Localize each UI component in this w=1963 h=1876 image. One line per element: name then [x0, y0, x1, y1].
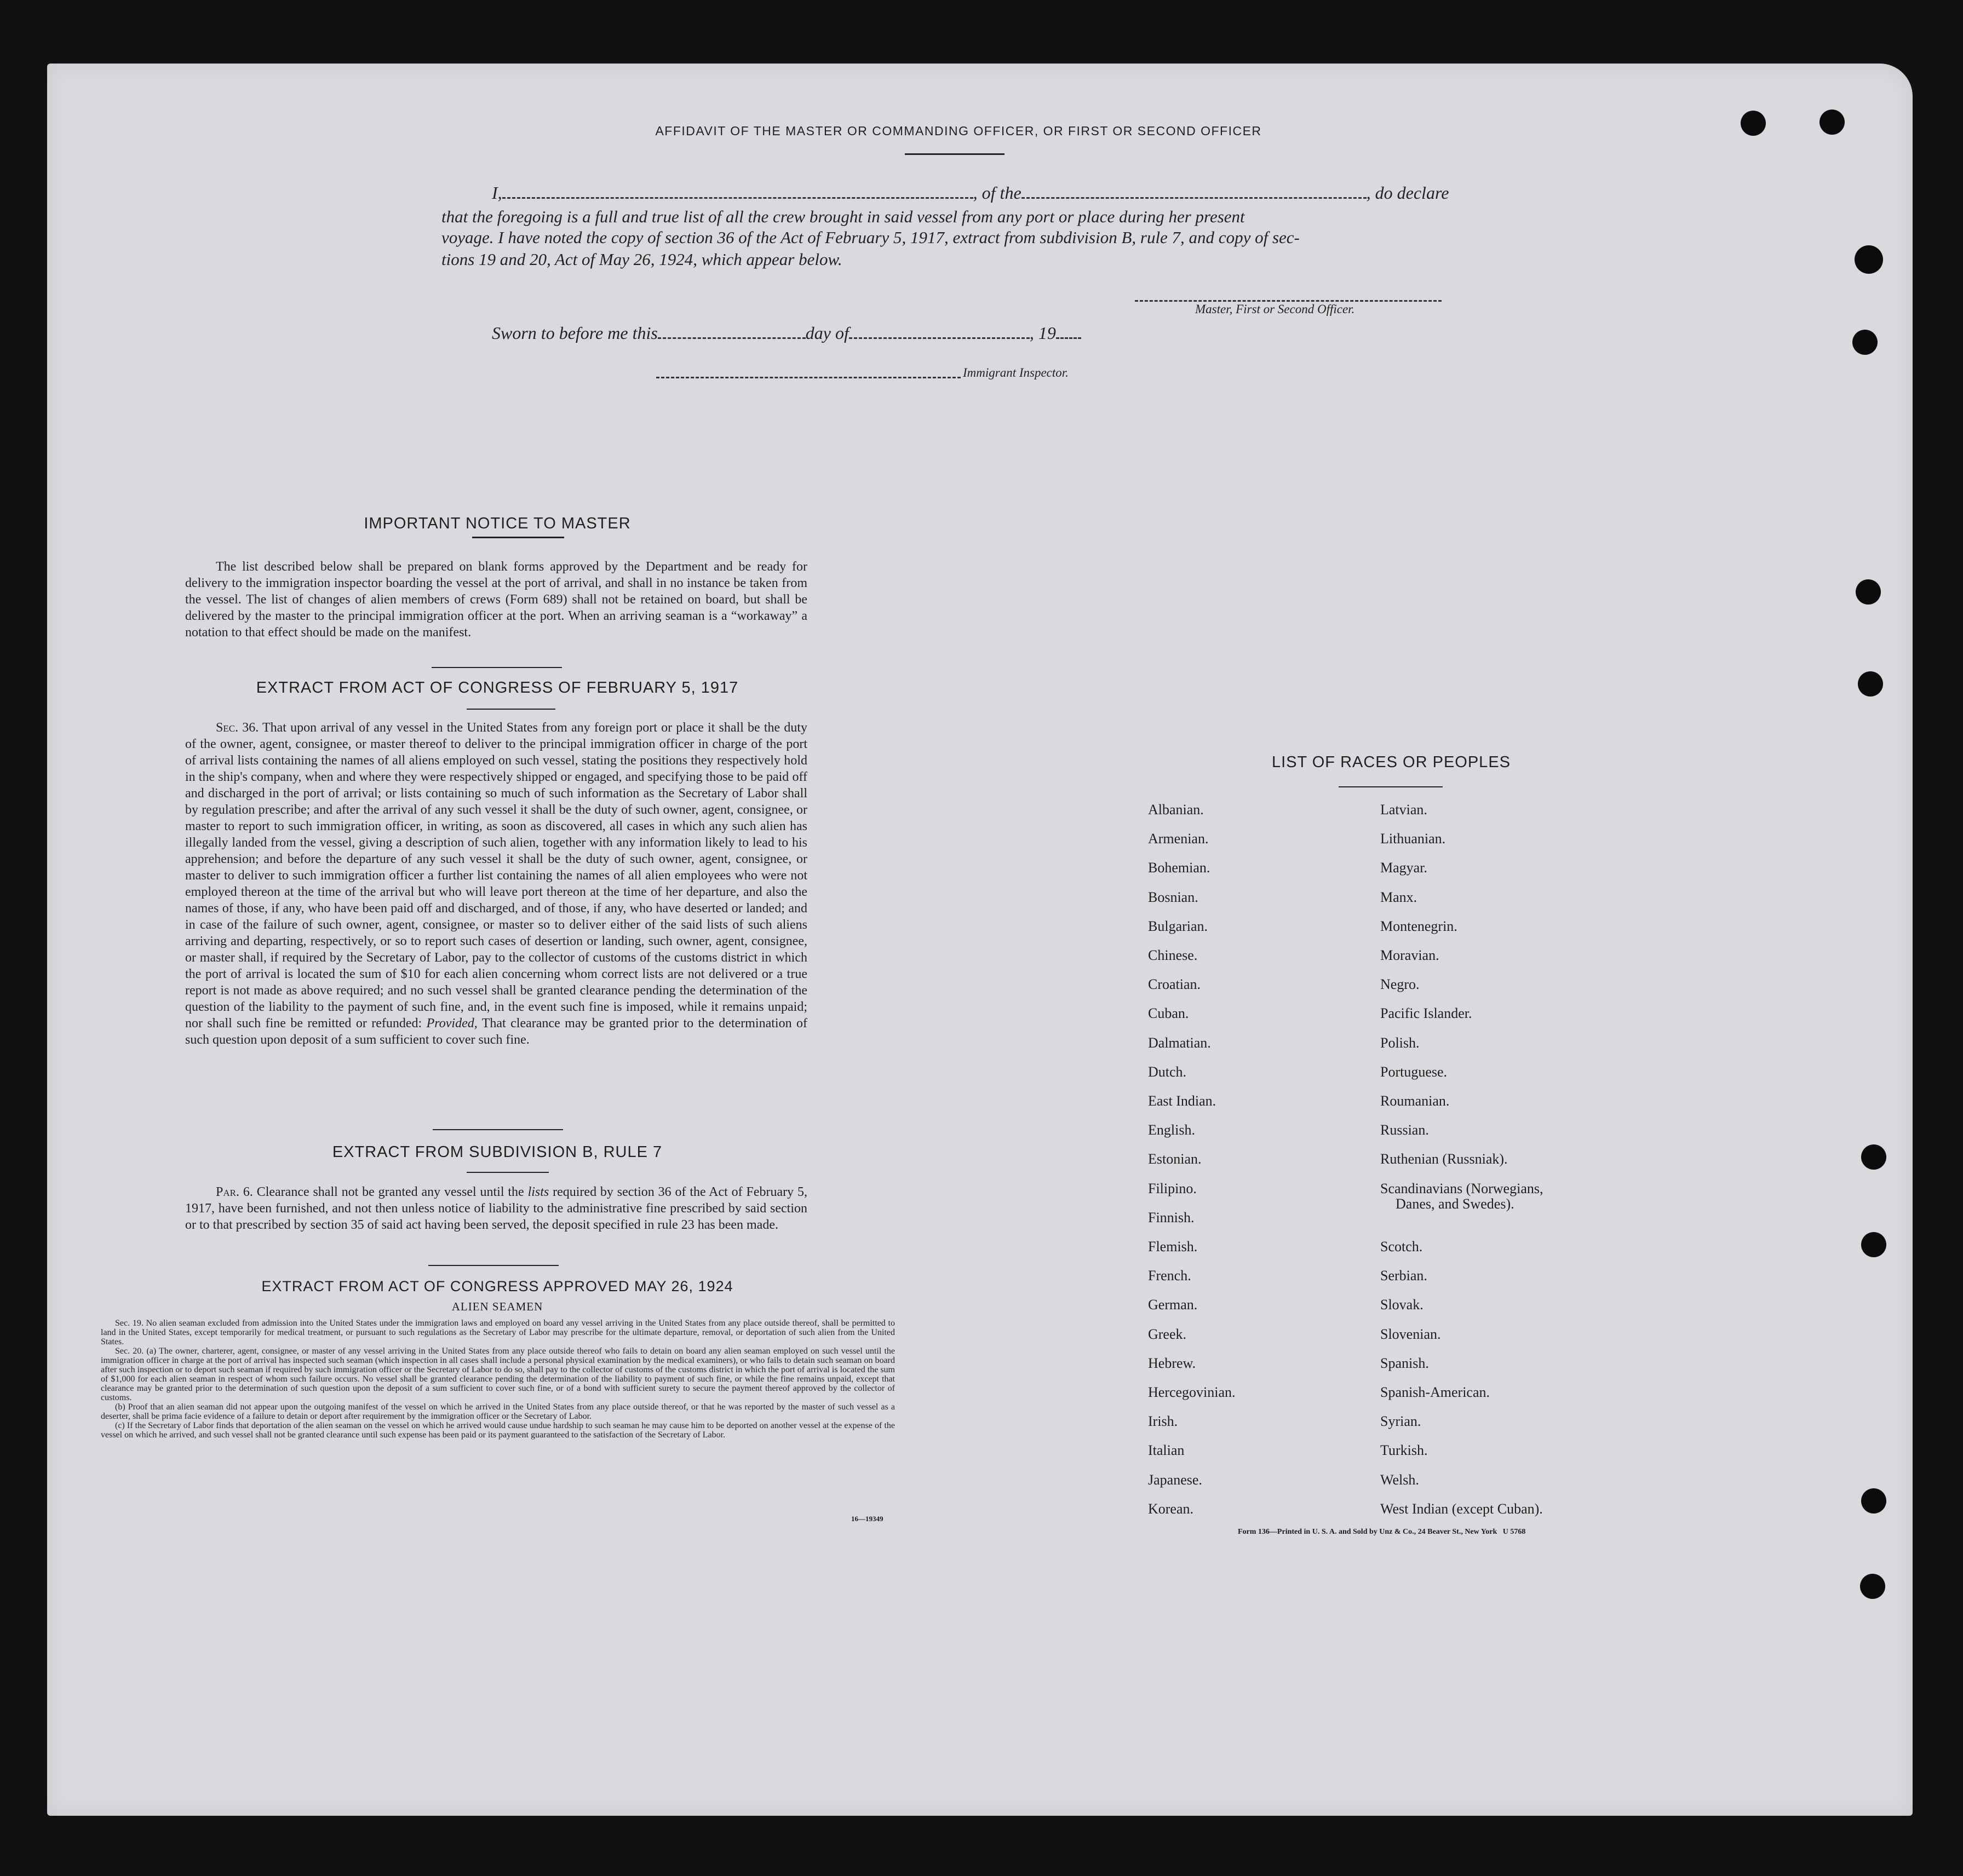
inspector-caption: Immigrant Inspector. [963, 366, 1069, 379]
divider [467, 709, 555, 710]
race-item: Finnish. [1148, 1210, 1195, 1225]
divider [905, 153, 1005, 155]
affidavit-of-the: , of the [973, 183, 1021, 203]
race-item: Syrian. [1380, 1413, 1421, 1429]
name-blank[interactable] [502, 185, 973, 199]
sworn-line [492, 323, 1081, 343]
race-item: Negro. [1380, 976, 1420, 992]
binder-hole [1861, 1232, 1886, 1257]
race-item: Polish. [1380, 1035, 1420, 1051]
race-item: Cuban. [1148, 1005, 1189, 1021]
race-item: Portuguese. [1380, 1064, 1448, 1080]
rule-7-text-a: Clearance shall not be granted any vessel until the [256, 1185, 524, 1199]
race-item: Greek. [1148, 1326, 1187, 1342]
sworn-year: , 19 [1029, 323, 1056, 343]
notice-title: IMPORTANT NOTICE TO MASTER [364, 515, 631, 532]
race-item: Pacific Islander. [1380, 1005, 1472, 1021]
sworn-day: day of [805, 323, 849, 343]
affidavit-i: I, [492, 183, 502, 203]
affidavit-title: AFFIDAVIT OF THE MASTER OR COMMANDING OFFICER, OR FIRST OR SECOND OFFICER [655, 124, 1262, 138]
race-item: Hercegovinian. [1148, 1384, 1236, 1400]
affidavit-line-4: tions 19 and 20, Act of May 26, 1924, which appear below. [441, 250, 842, 269]
binder-hole [1819, 110, 1845, 135]
race-item: Irish. [1148, 1413, 1178, 1429]
signature-line[interactable] [1135, 300, 1442, 302]
race-item: East Indian. [1148, 1093, 1216, 1109]
race-item: Flemish. [1148, 1239, 1198, 1254]
race-item: Armenian. [1148, 831, 1209, 847]
race-item: Spanish. [1380, 1355, 1429, 1371]
race-item: Ruthenian (Russniak). [1380, 1151, 1508, 1167]
extract-1917-title: EXTRACT FROM ACT OF CONGRESS OF FEBRUARY 5, 1917 [256, 679, 739, 697]
sworn-prefix: Sworn to before me this [492, 323, 658, 343]
day-blank[interactable] [658, 325, 806, 339]
divider [433, 1129, 563, 1130]
binder-hole [1852, 330, 1878, 355]
race-item: Danes, and Swedes). [1396, 1196, 1514, 1212]
form-code: 16—19349 [851, 1515, 883, 1523]
race-item: Albanian. [1148, 802, 1204, 818]
race-item: Korean. [1148, 1501, 1194, 1517]
extract-1924-title: EXTRACT FROM ACT OF CONGRESS APPROVED MAY 26, 1924 [261, 1278, 733, 1294]
race-item: German. [1148, 1297, 1198, 1313]
race-item: Dalmatian. [1148, 1035, 1211, 1051]
race-item: Chinese. [1148, 947, 1198, 963]
sec-36-label: Sec. 36. [216, 721, 259, 735]
race-item: West Indian (except Cuban). [1380, 1501, 1543, 1517]
binder-hole [1855, 245, 1883, 274]
divider [432, 667, 562, 668]
signature-caption: Master, First or Second Officer. [1195, 302, 1355, 316]
affidavit-declare: , do declare [1366, 183, 1449, 203]
race-item: Manx. [1380, 889, 1417, 905]
race-item: Slovak. [1380, 1297, 1424, 1313]
race-item: Lithuanian. [1380, 831, 1446, 847]
vessel-blank[interactable] [1021, 185, 1367, 199]
provided-word: Provided, [426, 1016, 478, 1031]
race-item: Bosnian. [1148, 889, 1198, 905]
printer-footer: Form 136—Printed in U. S. A. and Sold by Unz & Co., 24 Beaver St., New York U 5768 [1238, 1528, 1526, 1536]
extract-1917-body [185, 720, 807, 1048]
binder-hole [1856, 579, 1881, 605]
binder-hole [1860, 1574, 1885, 1599]
binder-hole [1861, 1488, 1886, 1514]
rule-7-text-b: required by section 36 of the Act of February 5, 1917, have been furnished, and not then unless notice of liability to the administrative fine prescribed by said section or to that prescribed by section 35 of said act having been served, the deposit specified in rule 23 has been made. [185, 1185, 808, 1232]
rule-7-body [185, 1184, 807, 1233]
race-item: Croatian. [1148, 976, 1201, 992]
extract-1924-body [101, 1319, 895, 1440]
divider [472, 537, 564, 538]
sec-36-end: That clearance may be granted prior to the determination of such question upon deposit of a sum sufficient to cover such fine. [185, 1016, 807, 1047]
divider [467, 1172, 549, 1173]
race-item: English. [1148, 1122, 1195, 1138]
divider [428, 1265, 559, 1266]
affidavit-line-3: voyage. I have noted the copy of section 36 of the Act of February 5, 1917, extract from subdivision B, rule 7, and copy of sec- [441, 228, 1300, 247]
races-title: LIST OF RACES OR PEOPLES [1271, 753, 1511, 771]
sec-19: Sec. 19. No alien seaman excluded from admission into the United States under the immigration laws and employed on board any vessel arriving in the United States from any place outside thereof, shall be permitted to land in the United States, except temporarily for medical treatment, or pursuant to such regulations as the Secretary of Labor may prescribe for the ultimate departure, removal, or deportation of such alien from the United States. [101, 1319, 895, 1346]
affidavit-line-2: that the foregoing is a full and true list of all the crew brought in said vessel from any port or place during her present [441, 207, 1245, 226]
year-blank[interactable] [1056, 325, 1081, 339]
race-item: Welsh. [1380, 1472, 1419, 1488]
race-item: Scotch. [1380, 1239, 1423, 1254]
sec-20a: Sec. 20. (a) The owner, charterer, agent, consignee, or master of any vessel arriving in the United States from any place outside thereof who fails to detain on board any alien seaman employed on such vessel until the immigration officer in charge at the port of arrival has inspected such seaman (which inspection in all cases shall include a personal physical examination by the medical examiners), or who fails to detain such seaman on board after such inspection or to deport such seaman if required by such immigration officer or the Secretary of Labor to do so, shall pay to the collector of customs of the customs district in which the port of arrival is located the sum of $1,000 for each alien seaman in respect of whom such failure occurs. No vessel shall be granted clearance pending the determination of the liability to payment of such fine, or while the fine remains unpaid, except that clearance may be granted prior to the determination of such question upon the deposit of a sum sufficient to cover such fine, or of a bond with sufficient surety to secure the payment thereof approved by the collector of customs. [101, 1346, 895, 1402]
race-item: Bohemian. [1148, 860, 1210, 876]
race-item: Turkish. [1380, 1442, 1428, 1458]
race-item: Italian [1148, 1442, 1185, 1458]
race-item: Japanese. [1148, 1472, 1202, 1488]
race-item: Filipino. [1148, 1181, 1197, 1196]
race-item: Russian. [1380, 1122, 1429, 1138]
race-item: Hebrew. [1148, 1355, 1196, 1371]
month-blank[interactable] [849, 325, 1030, 339]
race-item: Spanish-American. [1380, 1384, 1490, 1400]
race-item: Magyar. [1380, 860, 1427, 876]
binder-hole [1858, 671, 1883, 697]
par-6-label: Par. 6. [216, 1185, 253, 1199]
race-item: French. [1148, 1268, 1191, 1284]
extract-1924-subtitle: ALIEN SEAMEN [451, 1300, 543, 1313]
race-item: Roumanian. [1380, 1093, 1450, 1109]
binder-hole [1741, 111, 1766, 136]
binder-hole [1861, 1144, 1886, 1170]
divider [1339, 786, 1443, 787]
lists-word: lists [527, 1185, 549, 1199]
inspector-line[interactable] [656, 377, 961, 378]
sec-20b: (b) Proof that an alien seaman did not appear upon the outgoing manifest of the vessel on which he arrived in the United States from any place outside thereof, or that he was reported by the master of such vessel as a deserter, shall be prima facie evidence of a failure to detain or deport after requirement by the immigration officer or the Secretary of Labor. [101, 1402, 895, 1421]
race-item: Slovenian. [1380, 1326, 1441, 1342]
race-item: Dutch. [1148, 1064, 1187, 1080]
sec-36-text: That upon arrival of any vessel in the United States from any foreign port or place it shall be the duty of the owner, agent, consignee, or master thereof to deliver to the principal immigration officer in charge of the port of arrival lists containing the names of all aliens employed on such vessel, stating the positions they respectively hold in the ship's company, when and where they were respectively shipped or engaged, and specifying those to be paid off and discharged in the port of arrival; or lists containing so much of such information as the Secretary of Labor shall by regulation prescribe; and after the arrival of any such vessel it shall be the duty of such owner, agent, consignee, or master to report to such immigration officer, in writing, as soon as discovered, all cases in which any such alien has illegally landed from the vessel, giving a description of such alien, together with any information likely to lead to his apprehension; and before the departure of any such vessel it shall be the duty of such owner, agent, consignee, or master to deliver to such immigration officer a further list containing the names of all alien employees who were not employed thereon at the time of the arrival but who will leave port thereon at the time of her departure, and also the names of those, if any, who have been paid off and discharged, and of those, if any, who have deserted or landed; and in case of the failure of such owner, agent, consignee, or master so to deliver either of the said lists of such aliens arriving and departing, respectively, or so to report such cases of desertion or landing, such owner, agent, consignee, or master shall, if required by the Secretary of Labor, pay to the collector of customs of the customs district in which the port of arrival is located the sum of $10 for each alien concerning whom correct lists are not delivered or a true report is not made as above required; and no such vessel shall be granted clearance pending the determination of the question of the liability to the payment of such fine, and, in the event such fine is imposed, while it remains unpaid; nor shall such fine be remitted or refunded: [185, 721, 807, 1031]
race-item: Montenegrin. [1380, 918, 1457, 934]
race-item: Moravian. [1380, 947, 1439, 963]
race-item: Serbian. [1380, 1268, 1427, 1284]
race-item: Estonian. [1148, 1151, 1202, 1167]
notice-body: The list described below shall be prepared on blank forms approved by the Department and be ready for delivery to the immigration inspector boarding the vessel at the port of arrival, and shall in no instance be taken from the vessel. The list of changes of alien members of crews (Form 689) shall not be retained on board, but shall be delivered by the master to the principal immigration officer at the port. When an arriving seaman is a “workaway” a notation to that effect should be made on the manifest. [185, 560, 807, 640]
affidavit-line-1 [492, 183, 1472, 203]
race-item: Scandinavians (Norwegians, [1380, 1181, 1543, 1196]
race-item: Latvian. [1380, 802, 1427, 818]
race-item: Bulgarian. [1148, 918, 1208, 934]
rule-7-title: EXTRACT FROM SUBDIVISION B, RULE 7 [332, 1143, 663, 1161]
sec-20c: (c) If the Secretary of Labor finds that deportation of the alien seaman on the vessel on which he arrived would cause undue hardship to such seaman he may cause him to be deported on another vessel at the expense of the vessel on which he arrived, and such vessel shall not be granted clearance until such expense has been paid or its payment guaranteed to the satisfaction of the Secretary of Labor. [101, 1421, 895, 1440]
